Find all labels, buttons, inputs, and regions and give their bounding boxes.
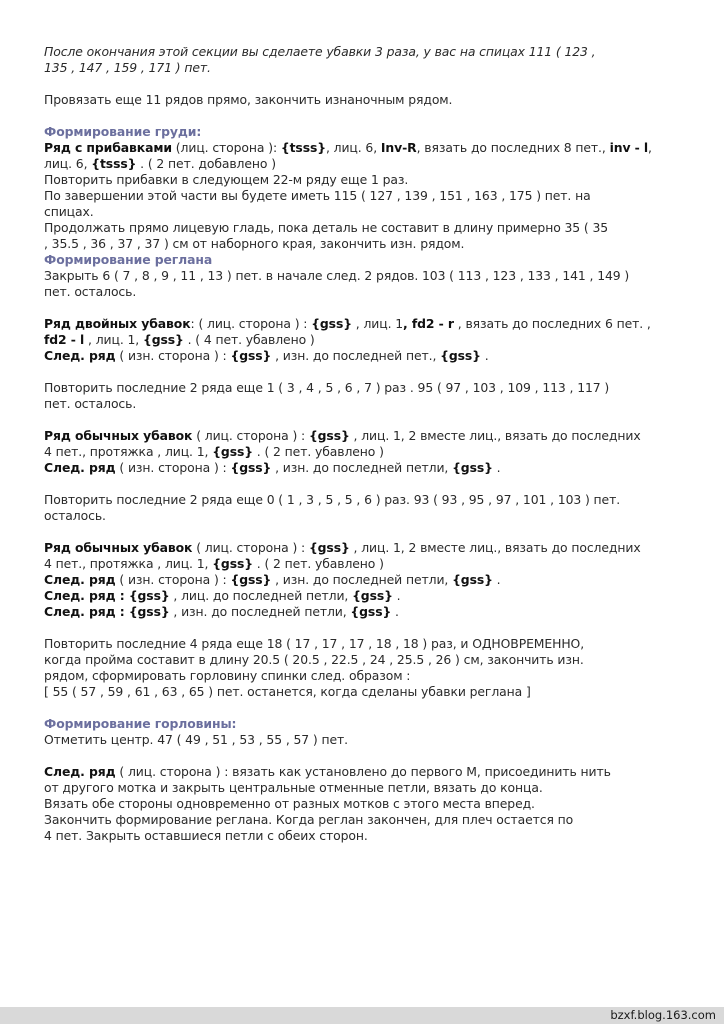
single-decrease-row: Ряд обычных убавок ( лиц. сторона ) : {gss} , лиц. 1, 2 вместе лиц., вязать до последних xyxy=(44,428,641,443)
text-line: пет. осталось. xyxy=(44,284,137,299)
single-decrease-row: 4 пет., протяжка , лиц. 1, {gss} . ( 2 пет. убавлено ) xyxy=(44,444,384,459)
text-line: от другого мотка и закрыть центральные отменные петли, вязать до конца. xyxy=(44,780,543,795)
text-line: рядом, сформировать горловину спинки след. образом : xyxy=(44,668,411,683)
footer-watermark: bzxf.blog.163.com xyxy=(610,1008,716,1022)
next-row-line: След. ряд ( лиц. сторона ) : вязать как установлено до первого М, присоединить нить xyxy=(44,764,611,779)
text-line: [ 55 ( 57 , 59 , 61 , 63 , 65 ) пет. останется, когда сделаны убавки реглана ] xyxy=(44,684,531,699)
next-row-line: След. ряд ( изн. сторона ) : {gss} , изн. до последней петли, {gss} . xyxy=(44,572,501,587)
section-heading-neckline: Формирование горловины: xyxy=(44,716,237,731)
double-decrease-row: Ряд двойных убавок: ( лиц. сторона ) : {gss} , лиц. 1, fd2 - r , вязать до последних 6 пет. , xyxy=(44,316,651,331)
text-line: Повторить прибавки в следующем 22-м ряду еще 1 раз. xyxy=(44,172,409,187)
text-line: Отметить центр. 47 ( 49 , 51 , 53 , 55 , 57 ) пет. xyxy=(44,732,348,747)
text-line: Закрыть 6 ( 7 , 8 , 9 , 11 , 13 ) пет. в начале след. 2 рядов. 103 ( 113 , 123 , 133 , 141 , 149 ) xyxy=(44,268,630,283)
single-decrease-row: Ряд обычных убавок ( лиц. сторона ) : {gss} , лиц. 1, 2 вместе лиц., вязать до последних xyxy=(44,540,641,555)
next-row-line: След. ряд : {gss} , лиц. до последней петли, {gss} . xyxy=(44,588,401,603)
section-heading-chest: Формирование груди: xyxy=(44,124,202,139)
text-line: Продолжать прямо лицевую гладь, пока деталь не составит в длину примерно 35 ( 35 xyxy=(44,220,609,235)
text-line: 4 пет. Закрыть оставшиеся петли с обеих сторон. xyxy=(44,828,368,843)
text-line: Повторить последние 4 ряда еще 18 ( 17 , 17 , 17 , 18 , 18 ) раз, и ОДНОВРЕМЕННО, xyxy=(44,636,585,651)
instructions-page xyxy=(44,44,694,844)
single-decrease-row: 4 пет., протяжка , лиц. 1, {gss} . ( 2 пет. убавлено ) xyxy=(44,556,384,571)
text-line: спицах. xyxy=(44,204,94,219)
text-line: Повторить последние 2 ряда еще 0 ( 1 , 3 , 5 , 5 , 6 ) раз. 93 ( 93 , 95 , 97 , 101 , 103 ) пет. xyxy=(44,492,621,507)
text-line: осталось. xyxy=(44,508,106,523)
text-line: Повторить последние 2 ряда еще 1 ( 3 , 4 , 5 , 6 , 7 ) раз . 95 ( 97 , 103 , 109 , 113 , 117 ) xyxy=(44,380,610,395)
intro-line: После окончания этой секции вы сделаете убавки 3 раза, у вас на спицах 111 ( 123 , xyxy=(44,44,596,59)
text-line: Закончить формирование реглана. Когда реглан закончен, для плеч остается по xyxy=(44,812,574,827)
intro-line: 135 , 147 , 159 , 171 ) пет. xyxy=(44,60,211,75)
text-line: По завершении этой части вы будете иметь 115 ( 127 , 139 , 151 , 163 , 175 ) пет. на xyxy=(44,188,591,203)
increase-row-line: лиц. 6, {tsss} . ( 2 пет. добавлено ) xyxy=(44,156,276,171)
double-decrease-row: fd2 - l , лиц. 1, {gss} . ( 4 пет. убавлено ) xyxy=(44,332,315,347)
text-line: пет. осталось. xyxy=(44,396,137,411)
text-line: Вязать обе стороны одновременно от разных мотков с этого места вперед. xyxy=(44,796,535,811)
footer-bar xyxy=(0,1007,724,1024)
next-row-line: След. ряд ( изн. сторона ) : {gss} , изн. до последней петли, {gss} . xyxy=(44,460,501,475)
section-heading-raglan: Формирование реглана xyxy=(44,252,213,267)
next-row-line: След. ряд : {gss} , изн. до последней петли, {gss} . xyxy=(44,604,399,619)
text-line: , 35.5 , 36 , 37 , 37 ) см от наборного края, закончить изн. рядом. xyxy=(44,236,465,251)
next-row-line: След. ряд ( изн. сторона ) : {gss} , изн. до последней пет., {gss} . xyxy=(44,348,489,363)
increase-row-line: Ряд с прибавками (лиц. сторона ): {tsss}, лиц. 6, Inv-R, вязать до последних 8 пет., inv - l, xyxy=(44,140,652,155)
text-line: когда пройма составит в длину 20.5 ( 20.5 , 22.5 , 24 , 25.5 , 26 ) см, закончить изн. xyxy=(44,652,584,667)
paragraph: Провязать еще 11 рядов прямо, закончить изнаночным рядом. xyxy=(44,92,453,107)
